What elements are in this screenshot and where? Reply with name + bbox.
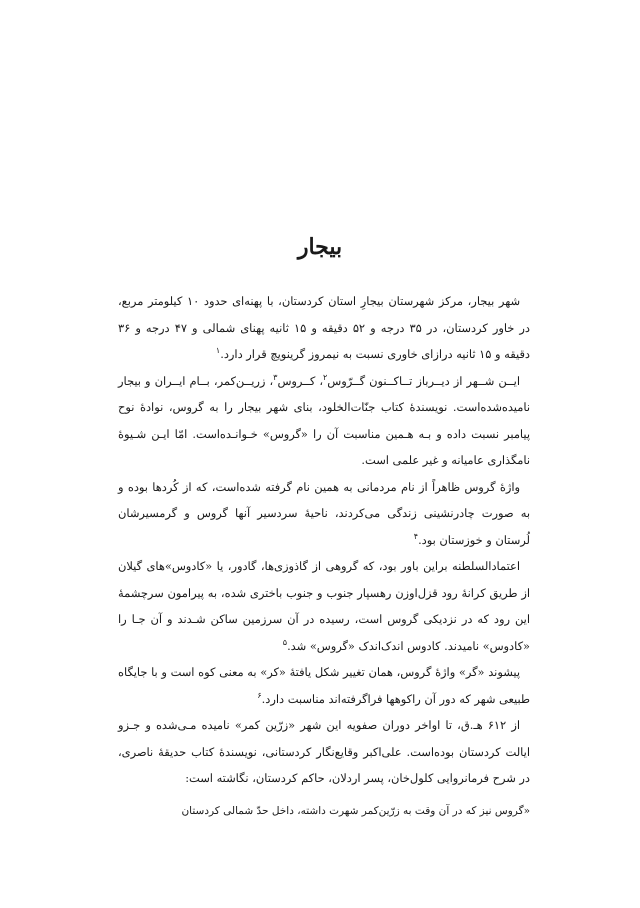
paragraph-text: ، کــروس: [277, 373, 323, 388]
paragraph: [118, 712, 530, 792]
paragraph-text: ، زریــن‌کمر، بــام ایــران و بیجار نامیده‌شده‌است. نویسندهٔ کتاب جنّات‌الخلود، بنای شهر بیجار را به گروس، نوادهٔ نوح پیامبر نسبت داده و بـه هـمین مناسبت آن را «گروس» خـوانـده‌است. امّا ایـن شـیوهٔ نامگذاری عامیانه و غیر علمی است.: [118, 373, 530, 467]
paragraph: [118, 553, 530, 659]
footnote-marker: ۳: [273, 372, 278, 382]
page-title: بیجار: [297, 234, 343, 260]
body-text: [118, 288, 530, 792]
paragraph-text: از ۶۱۲ هـ.ق، تا اواخر دوران صفویه این شهر «زرّین کمر» نامیده مـی‌شده و جـزو ایالت کردستان بوده‌است. علی‌اکبر وقایع‌نگار کردستانی، نویسندهٔ کتاب حدیقهٔ ناصری، در شرح فرمانروایی کلول‌خان، پسر اردلان، حاکم کردستان، نگاشته است:: [118, 718, 530, 785]
paragraph: [118, 474, 530, 554]
paragraph-text: واژهٔ گروس ظاهراً از نام مردمانی به همین نام گرفته شده‌است، که از کُردها بوده و به صورت چادرنشینی زندگی می‌کردند، ناحیهٔ سردسیر آنها گروس و گرمسیرشان لُرستان و خوزستان بود.: [118, 479, 530, 547]
block-quote: «گروس نیز که در آن وقت به زرّین‌کمر شهرت داشته، داخل حدّ شمالی کردستان: [181, 805, 530, 817]
paragraph: [118, 368, 530, 474]
paragraph: [118, 659, 530, 712]
footnote-marker: ۴: [413, 531, 419, 541]
footnote-marker: ۶: [257, 690, 262, 700]
paragraph: [118, 288, 530, 368]
footnote-marker: ۵: [282, 637, 288, 647]
footnote-marker: ۱: [215, 346, 221, 356]
paragraph-text: اعتمادالسلطنه براین باور بود، که گروهی از گاذوزی‌ها، گادور، یا «کادوس»های گیلان از طریق کرانهٔ رود قزل‌اوزن رهسپار جنوب و جنوب باختری شده، به پیرامون سرچشمهٔ این رود که در نزدیکی گروس است، رسیده در آن سرزمین ساکن شـدند و آن جـا را «کادوس» نامیدند. کادوس اندک‌اندک «گروس» شد.: [118, 559, 530, 653]
paragraph-text: شهر بیجار، مرکز شهرستان بیجارِ استان کردستان، با پهنه‌ای حدود ۱۰ کیلومتر مربع، در خاور کردستان، در ۳۵ درجه و ۵۲ دقیقه و ۱۵ ثانیه پهنای شمالی و ۴۷ درجه و ۳۶ دقیقه و ۱۵ ثانیه درازای خاوری نسبت به نیمروز گرینویچ قرار دارد.: [118, 294, 530, 361]
paragraph-text: ایــن شــهر از دیــرباز تــاکــنون گــرّوس: [327, 373, 520, 388]
footnote-marker: ۲: [323, 372, 328, 382]
paragraph-text: پیشوند «گر» واژهٔ گروس، همان تغییر شکل یافتهٔ «کر» به معنی کوه است و با جایگاه طبیعی شهر که دور آن راکوهها فراگرفته‌اند مناسبت دارد.: [118, 665, 530, 706]
